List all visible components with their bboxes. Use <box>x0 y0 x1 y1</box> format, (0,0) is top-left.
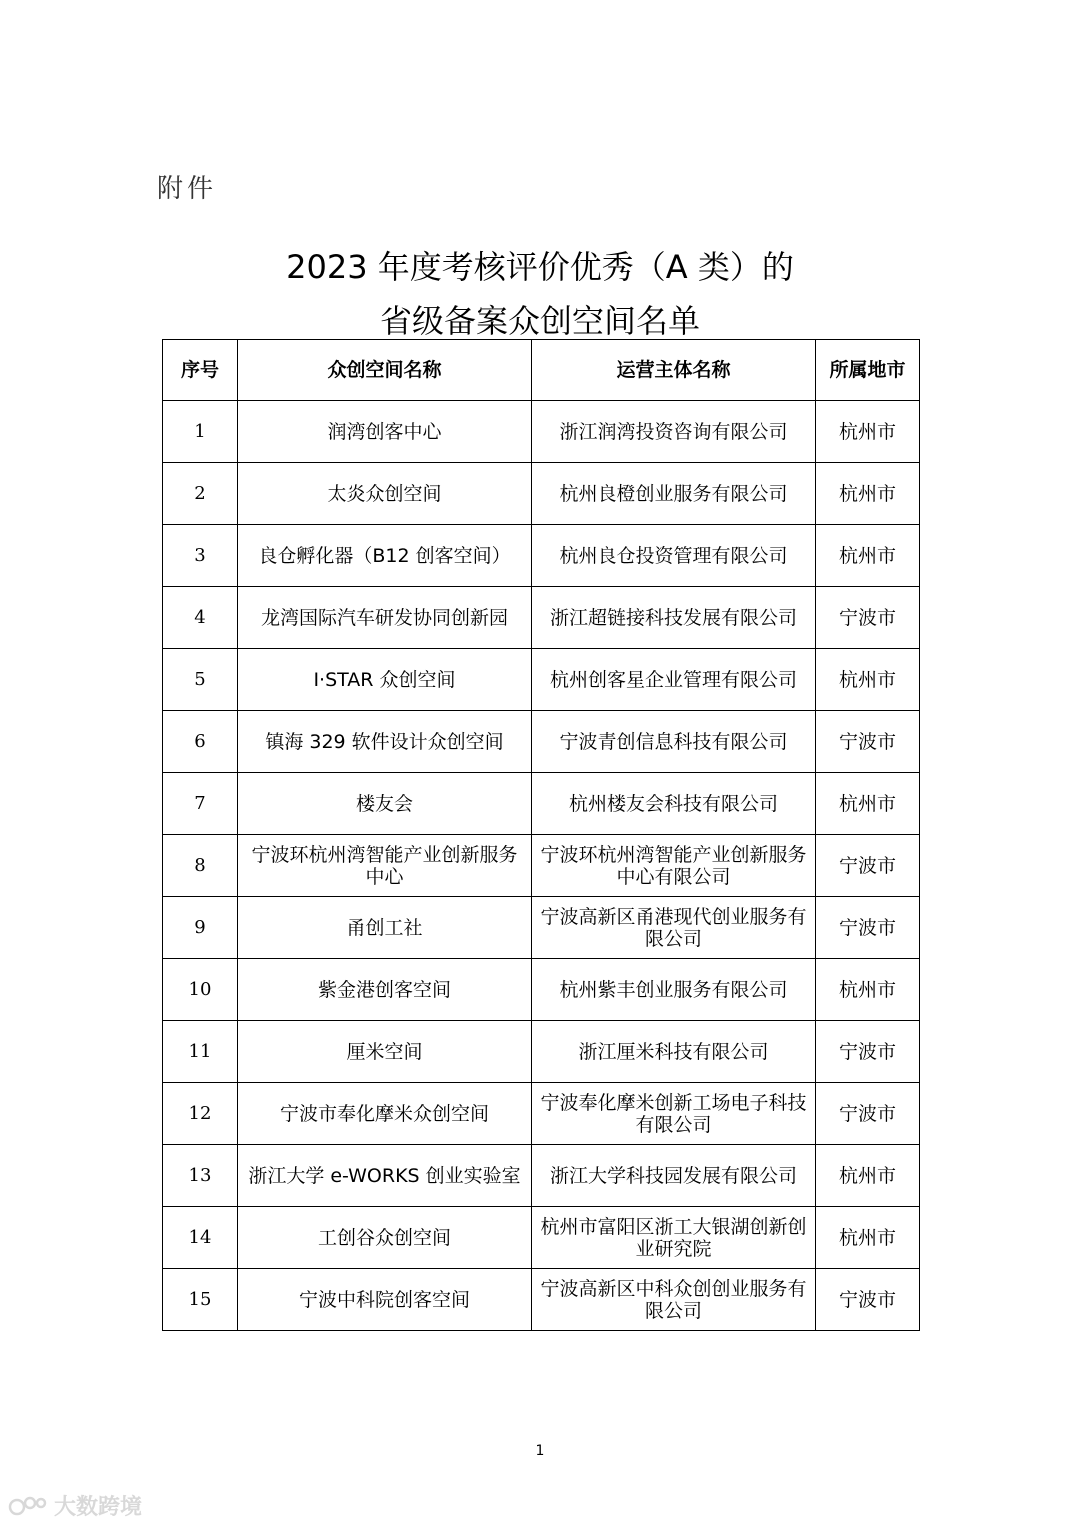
table-row <box>163 1207 920 1269</box>
row-index: 9 <box>163 897 238 959</box>
row-index: 1 <box>163 401 238 463</box>
watermark-text: 大数跨境 <box>54 1495 143 1520</box>
row-city: 宁波市 <box>816 1269 920 1331</box>
header-index: 序号 <box>163 340 238 401</box>
row-operator-name: 宁波高新区甬港现代创业服务有限公司 <box>532 897 816 959</box>
table-row <box>163 525 920 587</box>
row-index: 5 <box>163 649 238 711</box>
row-city: 杭州市 <box>816 463 920 525</box>
row-operator-name: 杭州良仓投资管理有限公司 <box>532 525 816 587</box>
row-space-name: 宁波环杭州湾智能产业创新服务中心 <box>238 835 532 897</box>
table-row <box>163 1083 920 1145</box>
header-space-name: 众创空间名称 <box>238 340 532 401</box>
row-space-name: 太炎众创空间 <box>238 463 532 525</box>
row-index: 15 <box>163 1269 238 1331</box>
document-title-line-1: 2023 年度考核评价优秀（A 类）的 <box>286 248 794 286</box>
row-operator-name: 宁波高新区中科众创创业服务有限公司 <box>532 1269 816 1331</box>
row-city: 杭州市 <box>816 525 920 587</box>
row-space-name: 良仓孵化器（B12 创客空间） <box>238 525 532 587</box>
row-space-name: 楼友会 <box>238 773 532 835</box>
row-operator-name: 宁波奉化摩米创新工场电子科技有限公司 <box>532 1083 816 1145</box>
row-city: 杭州市 <box>816 649 920 711</box>
row-operator-name: 宁波环杭州湾智能产业创新服务中心有限公司 <box>532 835 816 897</box>
row-space-name: 润湾创客中心 <box>238 401 532 463</box>
row-operator-name: 浙江超链接科技发展有限公司 <box>532 587 816 649</box>
row-operator-name: 杭州创客星企业管理有限公司 <box>532 649 816 711</box>
row-index: 7 <box>163 773 238 835</box>
row-city: 杭州市 <box>816 1145 920 1207</box>
row-city: 杭州市 <box>816 1207 920 1269</box>
row-index: 13 <box>163 1145 238 1207</box>
row-city: 杭州市 <box>816 401 920 463</box>
row-index: 2 <box>163 463 238 525</box>
row-operator-name: 浙江大学科技园发展有限公司 <box>532 1145 816 1207</box>
row-city: 杭州市 <box>816 959 920 1021</box>
row-operator-name: 杭州楼友会科技有限公司 <box>532 773 816 835</box>
row-index: 4 <box>163 587 238 649</box>
row-index: 14 <box>163 1207 238 1269</box>
table-row <box>163 1021 920 1083</box>
table-row <box>163 897 920 959</box>
row-space-name: 紫金港创客空间 <box>238 959 532 1021</box>
row-index: 6 <box>163 711 238 773</box>
row-index: 3 <box>163 525 238 587</box>
table-row <box>163 1145 920 1207</box>
table-row <box>163 1269 920 1331</box>
row-operator-name: 浙江厘米科技有限公司 <box>532 1021 816 1083</box>
row-space-name: 甬创工社 <box>238 897 532 959</box>
table-row <box>163 835 920 897</box>
row-space-name: 宁波市奉化摩米众创空间 <box>238 1083 532 1145</box>
table-row <box>163 649 920 711</box>
table-row <box>163 959 920 1021</box>
row-city: 宁波市 <box>816 1083 920 1145</box>
attachment-label: 附件 <box>157 174 218 204</box>
row-operator-name: 杭州紫丰创业服务有限公司 <box>532 959 816 1021</box>
table-row <box>163 773 920 835</box>
row-city: 宁波市 <box>816 835 920 897</box>
document-title-line-2: 省级备案众创空间名单 <box>379 302 700 340</box>
row-space-name: 工创谷众创空间 <box>238 1207 532 1269</box>
row-index: 11 <box>163 1021 238 1083</box>
row-operator-name: 杭州良橙创业服务有限公司 <box>532 463 816 525</box>
table-row <box>163 463 920 525</box>
table-row <box>163 711 920 773</box>
table-row <box>163 587 920 649</box>
row-space-name: 龙湾国际汽车研发协同创新园 <box>238 587 532 649</box>
page-number: 1 <box>535 1443 545 1459</box>
row-city: 宁波市 <box>816 1021 920 1083</box>
header-operator-name: 运营主体名称 <box>532 340 816 401</box>
table-header-row <box>163 340 920 401</box>
row-space-name: I·STAR 众创空间 <box>238 649 532 711</box>
watermark <box>8 1490 142 1521</box>
row-space-name: 浙江大学 e-WORKS 创业实验室 <box>238 1145 532 1207</box>
row-city: 宁波市 <box>816 897 920 959</box>
row-index: 8 <box>163 835 238 897</box>
row-city: 宁波市 <box>816 711 920 773</box>
row-space-name: 宁波中科院创客空间 <box>238 1269 532 1331</box>
row-operator-name: 宁波青创信息科技有限公司 <box>532 711 816 773</box>
row-operator-name: 杭州市富阳区浙工大银湖创新创业研究院 <box>532 1207 816 1269</box>
header-city: 所属地市 <box>816 340 920 401</box>
watermark-logo-icon <box>8 1493 48 1519</box>
row-operator-name: 浙江润湾投资咨询有限公司 <box>532 401 816 463</box>
space-list-table <box>162 339 920 1331</box>
row-space-name: 厘米空间 <box>238 1021 532 1083</box>
row-index: 12 <box>163 1083 238 1145</box>
row-index: 10 <box>163 959 238 1021</box>
row-city: 宁波市 <box>816 587 920 649</box>
table-row <box>163 401 920 463</box>
row-space-name: 镇海 329 软件设计众创空间 <box>238 711 532 773</box>
row-city: 杭州市 <box>816 773 920 835</box>
